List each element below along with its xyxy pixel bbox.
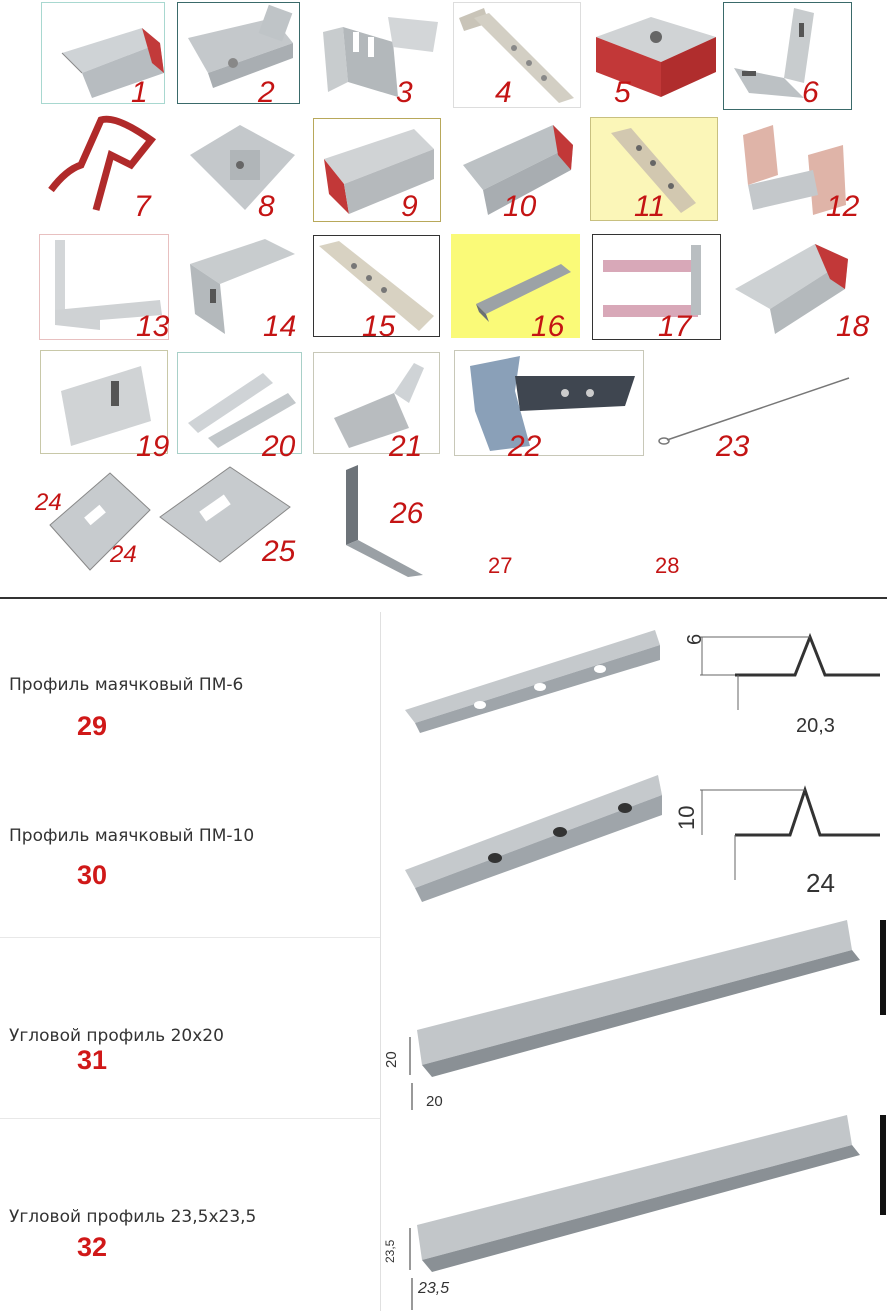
item-number: 14 xyxy=(263,310,297,343)
catalog-item-22 xyxy=(454,350,644,456)
profile-number: 32 xyxy=(77,1232,108,1262)
product-image-6 xyxy=(724,3,852,110)
profile-29-drawing xyxy=(680,625,885,710)
dimension-height: 23,5 xyxy=(383,1239,397,1263)
item-number: 8 xyxy=(258,190,275,223)
section-divider xyxy=(0,597,887,599)
product-image-29 xyxy=(400,625,665,735)
product-image-22 xyxy=(455,351,644,456)
item-number: 9 xyxy=(401,190,418,223)
catalog-item-8 xyxy=(175,115,303,223)
catalog-item-3 xyxy=(313,2,443,104)
item-number: 16 xyxy=(531,310,565,343)
product-image-24 xyxy=(45,465,155,580)
row-divider xyxy=(0,1118,380,1119)
item-number: 3 xyxy=(396,76,413,109)
item-number: 18 xyxy=(836,310,870,343)
product-image-8 xyxy=(175,115,303,223)
row-divider xyxy=(0,937,380,938)
profile-label: Профиль маячковый ПМ-10 xyxy=(9,826,255,846)
item-number: 10 xyxy=(503,190,537,223)
catalog-item-2 xyxy=(177,2,300,104)
item-number: 13 xyxy=(136,310,170,343)
dimension-width: 20,3 xyxy=(796,715,835,737)
item-number: 4 xyxy=(495,76,512,109)
catalog-item-6 xyxy=(723,2,852,110)
item-number: 7 xyxy=(134,190,151,223)
item-number: 19 xyxy=(136,430,170,463)
column-divider xyxy=(380,612,381,1311)
item-number: 20 xyxy=(262,430,296,463)
product-image-23 xyxy=(655,372,855,447)
product-image-17 xyxy=(593,235,721,343)
catalog-item-4 xyxy=(453,2,581,108)
profile-label: Угловой профиль 23,5х23,5 xyxy=(9,1207,257,1227)
dimension-height: 6 xyxy=(684,633,706,645)
item-number: 21 xyxy=(389,430,423,463)
profile-label: Угловой профиль 20х20 xyxy=(9,1026,224,1046)
item-number: 27 xyxy=(488,553,513,578)
catalog-item-9 xyxy=(313,118,441,222)
dimension-width: 20 xyxy=(426,1093,443,1110)
product-image-5 xyxy=(591,2,721,108)
item-number: 2 xyxy=(258,76,275,109)
dimension-height: 20 xyxy=(383,1051,400,1068)
product-image-9 xyxy=(314,119,441,222)
profile-number: 29 xyxy=(77,711,108,741)
dimension-height: 10 xyxy=(674,805,699,830)
profile-label: Профиль маячковый ПМ-6 xyxy=(9,675,244,695)
profile-number: 31 xyxy=(77,1045,108,1075)
item-number: 25 xyxy=(262,535,296,568)
profile-number: 30 xyxy=(77,860,108,890)
item-number: 23 xyxy=(716,430,750,463)
product-image-2 xyxy=(178,3,300,104)
dimension-width: 24 xyxy=(806,868,835,898)
item-number: 6 xyxy=(802,76,819,109)
catalog-item-5 xyxy=(591,2,721,108)
catalog-item-17 xyxy=(592,234,721,343)
item-number: 5 xyxy=(614,76,631,109)
product-image-30 xyxy=(400,770,665,905)
item-number-alt: 24 xyxy=(35,489,62,516)
item-number: 22 xyxy=(508,430,542,463)
profile-30-drawing xyxy=(680,780,885,880)
dimension-width: 23,5 xyxy=(418,1280,450,1297)
item-number: 24 xyxy=(110,541,137,568)
product-image-4 xyxy=(454,3,581,108)
product-image-3 xyxy=(313,2,443,104)
item-number: 28 xyxy=(655,553,680,578)
item-number: 15 xyxy=(362,310,396,343)
item-number: 26 xyxy=(390,497,424,530)
product-image-31 xyxy=(382,915,887,1110)
item-number: 12 xyxy=(826,190,860,223)
item-number: 17 xyxy=(658,310,692,343)
item-number: 11 xyxy=(634,190,666,223)
product-image-32 xyxy=(382,1110,887,1311)
item-number: 1 xyxy=(131,76,148,109)
